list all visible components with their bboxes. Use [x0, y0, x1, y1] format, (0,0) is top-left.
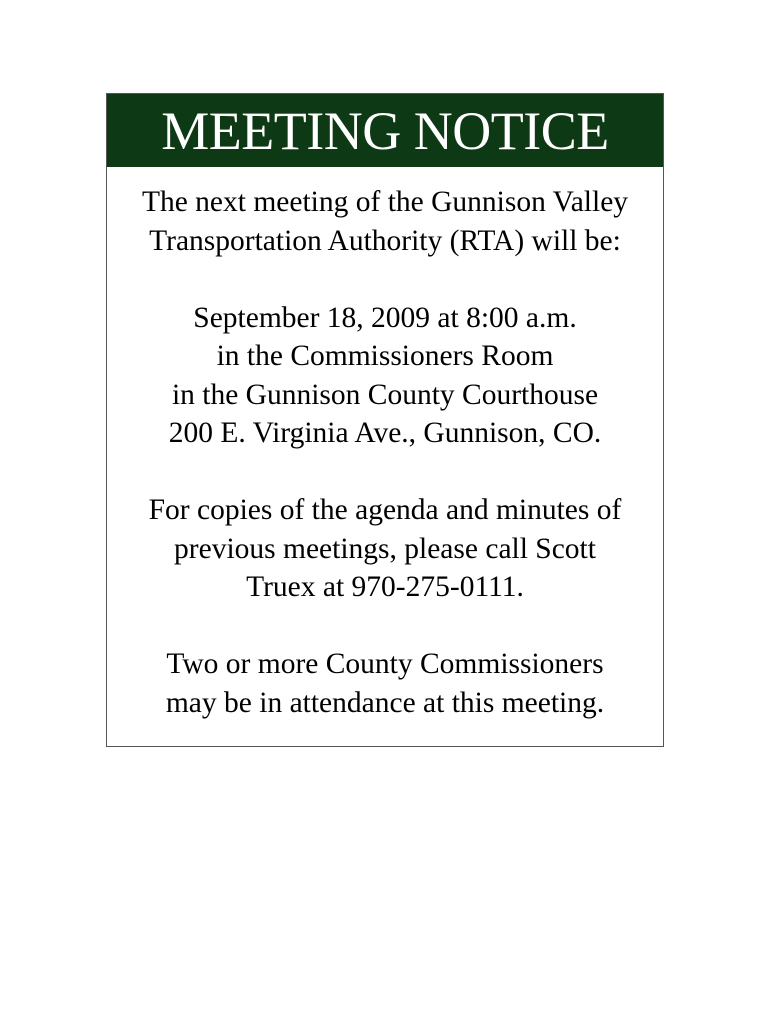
intro-line-1: The next meeting of the Gunnison Valley	[141, 186, 629, 218]
notice-body	[107, 167, 663, 722]
meeting-date-time: September 18, 2009 at 8:00 a.m.	[193, 301, 577, 334]
meeting-address: 200 E. Virginia Ave., Gunnison, CO.	[168, 417, 602, 449]
attendance-paragraph	[107, 645, 663, 722]
attendance-line-1: Two or more County Commissioners	[166, 648, 604, 680]
meeting-details-paragraph	[107, 299, 663, 453]
meeting-room: in the Commissioners Room	[216, 340, 554, 372]
meeting-building: in the Gunnison County Courthouse	[171, 378, 599, 411]
contact-phone: Truex at 970-275-0111.	[246, 571, 524, 603]
intro-line-2: Transportation Authority (RTA) will be:	[149, 224, 621, 257]
intro-paragraph	[107, 183, 663, 260]
meeting-notice-box	[106, 93, 664, 747]
notice-title: MEETING NOTICE	[107, 94, 663, 167]
contact-line-1: For copies of the agenda and minutes of	[148, 494, 622, 526]
attendance-line-2: may be in attendance at this meeting.	[165, 686, 605, 719]
contact-line-2: previous meetings, please call Scott	[174, 532, 596, 565]
contact-paragraph	[107, 491, 663, 607]
